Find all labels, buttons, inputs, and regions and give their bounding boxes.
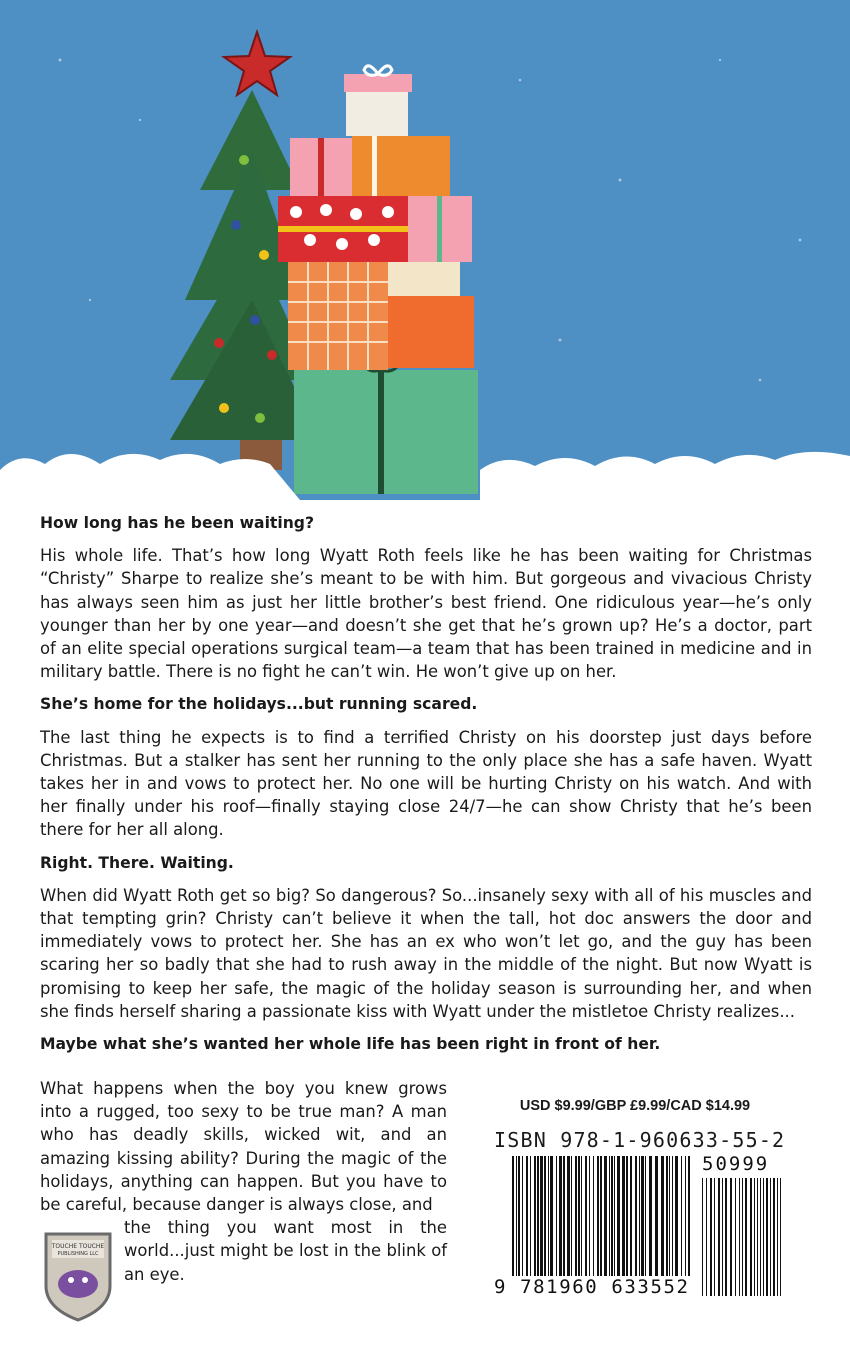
barcode-bar [512, 1156, 514, 1276]
addon-bar [750, 1178, 752, 1296]
addon-bar [710, 1178, 712, 1296]
barcode-bar [669, 1156, 670, 1276]
addon-bar [770, 1178, 771, 1296]
paragraph: His whole life. That’s how long Wyatt Roth feels like he has been waiting for Christmas “Christy” Sharpe to realize she’s meant to be with him. But gorgeous and vivacious Christy has always seen him as just her little brother’s best friend. One ridiculous year—he’s only younger than her by one year—and doesn’t she get that he’s grown up? He’s a doctor, part of an elite special operations surgical team—a team that has been trained in medicine and in military battle. There is no fight he can’t win. He won’t give up on her. [40, 546, 812, 682]
barcode-bar [688, 1156, 690, 1276]
barcode-bar [609, 1156, 610, 1276]
addon-bar [760, 1178, 761, 1296]
barcode-bar [585, 1156, 587, 1276]
barcode-bar [655, 1156, 658, 1276]
addon-digits: 50999 [702, 1153, 770, 1175]
addon-bar [730, 1178, 732, 1296]
barcode-bar [600, 1156, 602, 1276]
barcode-bar [589, 1156, 590, 1276]
headline: Maybe what she’s wanted her whole life has been right in front of her. [40, 1035, 661, 1054]
barcode-bar [661, 1156, 664, 1276]
price-label: USD $9.99/GBP £9.99/CAD $14.99 [519, 1098, 751, 1114]
paragraph: The last thing he expects is to find a terrified Christy on his doorstep just days before Christmas. But a stalker has sent her running to the only place she has a safe haven. Wyatt takes her in and vows to protect her. No one will be hurting Christy on his watch. And with her finally under his roof—finally staying close 24/7—he can show Christy that he’s been there for her all along. [40, 727, 812, 840]
barcode-bar [544, 1156, 546, 1276]
barcode-bar [675, 1156, 678, 1276]
addon-bar [754, 1178, 755, 1296]
addon-bar [742, 1178, 743, 1296]
barcode-bar [548, 1156, 549, 1276]
addon-bar [702, 1178, 703, 1296]
barcode-bar [685, 1156, 686, 1276]
barcode-bar [641, 1156, 644, 1276]
svg-text:TOUCHE TOUCHE: TOUCHE TOUCHE [51, 1243, 105, 1250]
barcode-bar [611, 1156, 613, 1276]
barcode-bar [645, 1156, 646, 1276]
barcode-bar [597, 1156, 599, 1276]
barcode-bar [530, 1156, 531, 1276]
barcode-bar [540, 1156, 543, 1276]
addon-bar [714, 1178, 715, 1296]
barcode-bar [559, 1156, 562, 1276]
barcode-bar [649, 1156, 652, 1276]
barcode-bar [681, 1156, 682, 1276]
barcode-bar [534, 1156, 536, 1276]
addon-bar [706, 1178, 707, 1296]
barcode-bar [550, 1156, 553, 1276]
barcode-bar [622, 1156, 625, 1276]
barcode-bar [516, 1156, 517, 1276]
addon-bar [763, 1178, 764, 1296]
barcode-bar [518, 1156, 520, 1276]
barcode-bar [666, 1156, 668, 1276]
barcode-bar [571, 1156, 572, 1276]
barcode-bar [563, 1156, 565, 1276]
addon-bar [773, 1178, 775, 1296]
isbn-label: ISBN 978-1-960633-55-2 [494, 1128, 786, 1152]
barcode-bar [635, 1156, 637, 1276]
paragraph: the thing you want most in the world...just might be lost in the blink of an eye. [124, 1218, 447, 1284]
paragraph: What happens when the boy you knew grows into a rugged, too sexy to be true man? A man who has deadly skills, wicked wit, and an amazing kissing ability? During the magic of the holidays, anything can happen. But you have to be careful, because danger is always close, and [40, 1079, 447, 1215]
headline: How long has he been waiting? [40, 514, 315, 532]
barcode-bar [567, 1156, 570, 1276]
publisher-logo-icon [38, 1228, 118, 1324]
addon-bar [739, 1178, 740, 1296]
addon-bar [777, 1178, 778, 1296]
barcode [490, 1150, 786, 1300]
headline: She’s home for the holidays...but running scared. [40, 695, 478, 714]
barcode-bar [578, 1156, 580, 1276]
addon-bar [725, 1178, 727, 1296]
barcode-bar [593, 1156, 594, 1276]
barcode-bar [522, 1156, 523, 1276]
ean-digits: 9 781960 633552 [494, 1276, 690, 1298]
holiday-illustration [0, 0, 850, 500]
addon-bar [745, 1178, 747, 1296]
addon-bar [766, 1178, 768, 1296]
barcode-bar [537, 1156, 539, 1276]
addon-bar [757, 1178, 758, 1296]
addon-bar [722, 1178, 723, 1296]
blurb [40, 512, 812, 1065]
barcode-bar [639, 1156, 640, 1276]
paragraph: When did Wyatt Roth get so big? So dangerous? So...insanely sexy with all of his muscles and that tempting grin? Christy can’t believe it when the tall, hot doc answers the door and immediately vows to protect her. She has an ex who won’t let go, and the guy has been scaring her so badly that she had to rush away in the middle of the night. But now Wyatt is promising to keep her safe, the magic of the holiday season is surrounding her, and when she finds herself sharing a passionate kiss with Wyatt under the mistletoe Christy realizes... [40, 885, 812, 1021]
headline: Right. There. Waiting. [40, 853, 234, 872]
barcode-bar [630, 1156, 632, 1276]
barcode-bar [581, 1156, 582, 1276]
barcode-bar [575, 1156, 577, 1276]
barcode-bar [617, 1156, 620, 1276]
addon-bar [780, 1178, 781, 1296]
svg-text:PUBLISHING LLC: PUBLISHING LLC [57, 1251, 99, 1257]
barcode-bar [672, 1156, 673, 1276]
barcode-bar [604, 1156, 607, 1276]
barcode-bar [526, 1156, 528, 1276]
barcode-bar [626, 1156, 628, 1276]
barcode-bar [556, 1156, 557, 1276]
addon-bar [718, 1178, 720, 1296]
addon-bar [735, 1178, 736, 1296]
barcode-bar [614, 1156, 615, 1276]
